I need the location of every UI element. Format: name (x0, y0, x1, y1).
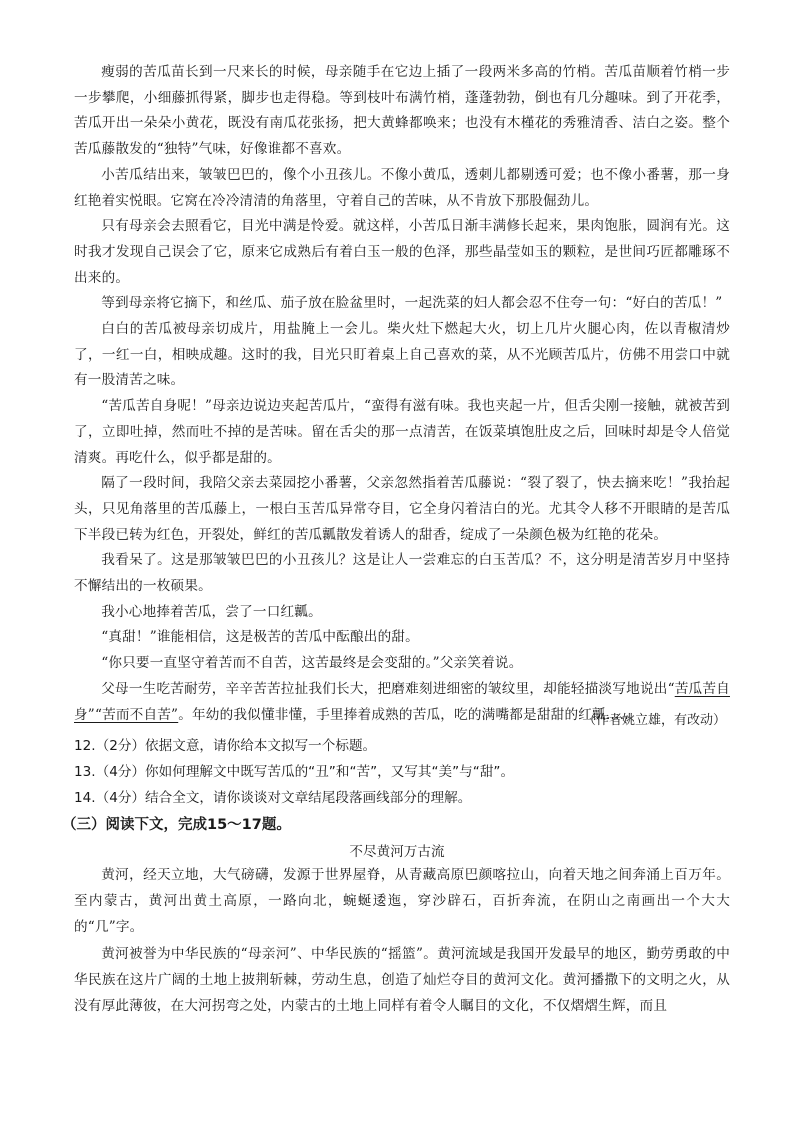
underlined-phrase: 苦瓜苦自身”“苦而不自苦” (74, 680, 730, 723)
question-item: 12.（2分）依据文意，请你给本文拟写一个标题。 (74, 738, 377, 754)
essay-paragraph: “你只要一直坚守着苦而不自苦，这苦最终是会变甜的。”父亲笑着说。 (101, 655, 523, 672)
last-paragraph-tail: 。年幼的我似懂非懂，手里捧着成熟的苦瓜，吃的满嘴都是甜甜的红瓤…… (178, 706, 634, 723)
essay-paragraph: 瘦弱的苦瓜苗长到一尺来长的时候，母亲随手在它边上插了一段两米多高的竹梢。苦瓜苗顺着竹梢一步一步攀爬，小细藤抓得紧，脚步也走得稳。等到枝叶布满竹梢，蓬蓬勃勃，倒也有几分趣味。到了开花季，苦瓜开出一朵朵小黄花，既没有南瓜花张扬，把大黄蜂都唤来；也没有木槿花的秀雅清香、洁白之姿。整个苦瓜藤散发的“独特”气味，好像谁都不喜欢。 (74, 64, 730, 158)
essay-body (74, 60, 730, 728)
essay-paragraph: “真甜！”谁能相信，这是极苦的苦瓜中酝酿出的甜。 (101, 629, 419, 646)
question-item: 13.（4分）你如何理解文中既写苦瓜的“丑”和“苦”，又写其“美”与“甜”。 (74, 764, 515, 780)
essay-paragraph: 隔了一段时间，我陪父亲去菜园挖小番薯，父亲忽然指着苦瓜藤说：“裂了裂了，快去摘来吃！”我抬起头，只见角落里的苦瓜藤上，一根白玉苦瓜异常夺目，它全身闪着洁白的光。尤其令人移不开眼睛的是苦瓜下半段已转为红色，开裂处，鲜红的苦瓜瓤散发着诱人的甜香，绽成了一朵颜色极为红艳的花朵。 (74, 475, 730, 543)
section-heading: （三）阅读下文，完成15～17题。 (62, 817, 291, 833)
essay-paragraph: 白白的苦瓜被母亲切成片，用盐腌上一会儿。柴火灶下燃起大火，切上几片火腿心肉，佐以青椒清炒了，一红一白，相映成趣。这时的我，目光只盯着桌上自己喜欢的菜，从不光顾苦瓜片，仿佛不用尝口中就有一股清苦之味。 (74, 321, 730, 389)
section-paragraph: 黄河，经天立地，大气磅礴，发源于世界屋脊，从青藏高原巴颜喀拉山，向着天地之间奔涌上百万年。至内蒙古，黄河出黄土高原，一路向北，蜿蜒逶迤，穿沙辟石，百折奔流，在阴山之南画出一个大大的“几”字。 (74, 867, 730, 936)
essay-paragraph: 我小心地捧着苦瓜，尝了一口红瓤。 (101, 603, 322, 620)
author-byline: （作者姚立雄，有改动） (582, 713, 726, 728)
section-body (74, 862, 730, 1019)
essay-paragraph: 等到母亲将它摘下，和丝瓜、茄子放在脸盆里时，一起洗菜的妇人都会忍不住夸一句：“好白的苦瓜！” (101, 295, 723, 312)
question-item: 14.（4分）结合全文，请你谈谈对文章结尾段落画线部分的理解。 (74, 790, 472, 806)
question-list (74, 733, 734, 811)
essay-paragraph: 我看呆了。这是那皱皱巴巴的小丑孩儿？这是让人一尝难忘的白玉苦瓜？不，这分明是清苦岁月中坚持不懈结出的一枚硕果。 (74, 552, 730, 595)
article-title: 不尽黄河万古流 (349, 844, 445, 860)
last-paragraph-lead: 父母一生吃苦耐劳，辛辛苦苦拉扯我们长大，把磨难刻进细密的皱纹里，却能轻描淡写地说出“ (101, 680, 675, 697)
essay-paragraph: 小苦瓜结出来，皱皱巴巴的，像个小丑孩儿。不像小黄瓜，透刺儿都剔透可爱；也不像小番薯，那一身红艳着实悦眼。它窝在冷冷清清的角落里，守着自己的苦味，从不肯放下那股倔劲儿。 (74, 166, 730, 209)
essay-paragraph: 只有母亲会去照看它，目光中满是怜爱。就这样，小苦瓜日渐丰满修长起来，果肉饱胀，圆润有光。这时我才发现自己误会了它，原来它成熟后有着白玉一般的色泽，那些晶莹如玉的颗粒，是世间巧匠都雕琢不出来的。 (74, 218, 730, 286)
essay-paragraph: “苦瓜苦自身呢！”母亲边说边夹起苦瓜片，“蛮得有滋有味。我也夹起一片，但舌尖刚一接触，就被苦到了，立即吐掉，然而吐不掉的是苦味。留在舌尖的那一点清苦，在饭菜填饱肚皮之后，回味时却是令人倍觉清爽。再吃什么，似乎都是甜的。 (74, 398, 730, 466)
section-paragraph: 黄河被誉为中华民族的“母亲河”、中华民族的“摇篮”。黄河流域是我国开发最早的地区，勤劳勇敢的中华民族在这片广阔的土地上披荆斩棘，劳动生息，创造了灿烂夺目的黄河文化。黄河播撒下的文明之火，从没有厚此薄彼，在大河拐弯之处，内蒙古的土地上同样有着令人瞩目的文化，不仅熠熠生辉，而且 (74, 945, 730, 1015)
